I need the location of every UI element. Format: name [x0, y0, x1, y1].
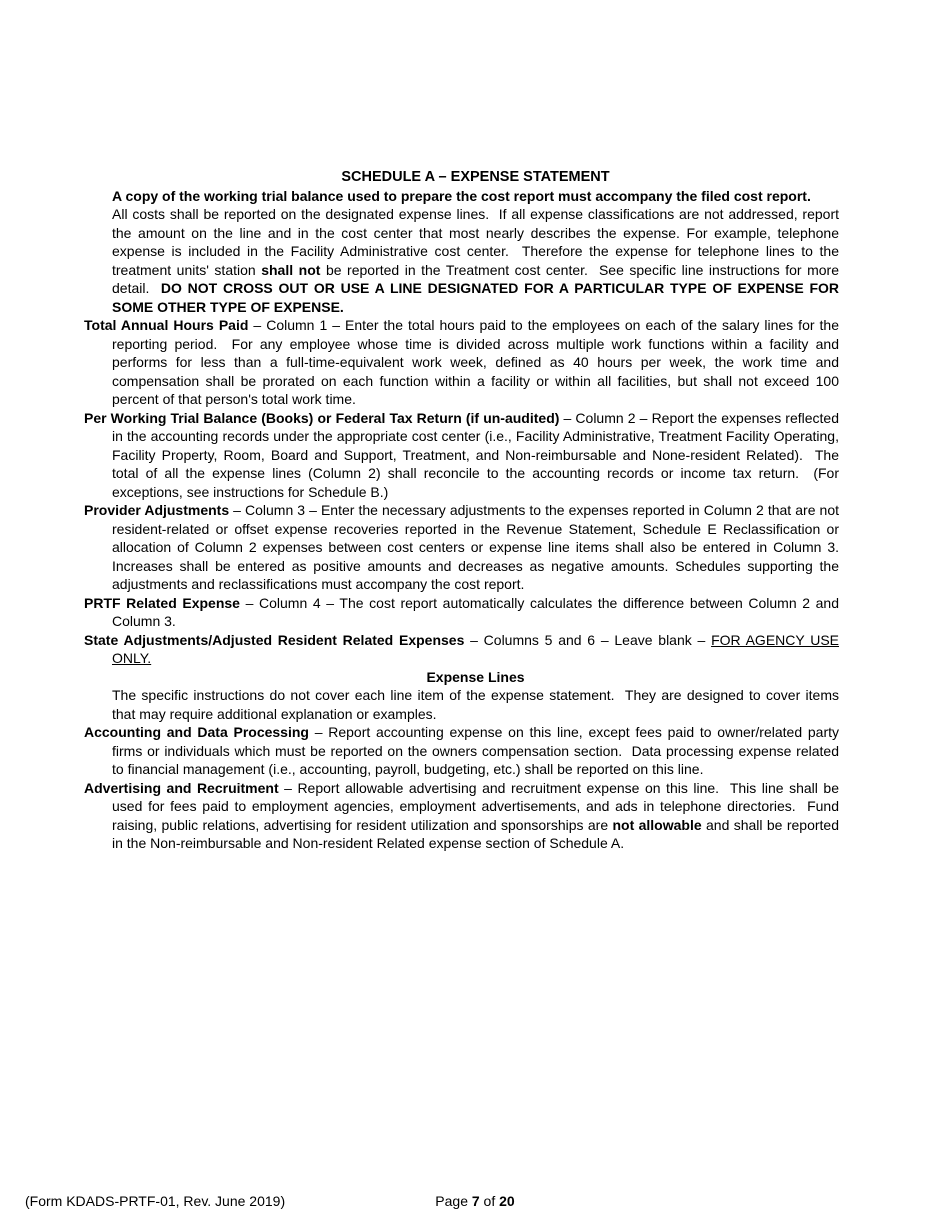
definition-total-annual-hours-paid: Total Annual Hours Paid – Column 1 – Enter the total hours paid to the employees on each of the salary lines for the reporting period. For any employee whose time is divided across multiple work functions within a facility and performs for less than a full-time-equivalent work week, defined as 40 hours per week, the work time and compensation shall be prorated on each function within a facility or within all facilities, but shall not exceed 100 percent of that person's total work time.	[84, 317, 839, 407]
expense-lines-intro-paragraph: The specific instructions do not cover each line item of the expense statement. They are designed to cover items that may require additional explanation or examples.	[112, 687, 839, 722]
definition-prtf-related-expense: PRTF Related Expense – Column 4 – The cost report automatically calculates the difference between Column 2 and Column 3.	[84, 594, 839, 629]
definition-advertising-and-recruitment: Advertising and Recruitment – Report allowable advertising and recruitment expense on this line. This line shall be used for fees paid to employment agencies, employment advertisements, and ads in telephone directories. Fund raising, public relations, advertising for resident utilization and sponsorships are not allowable and shall be reported in the Non-reimbursable and Non-resident Related expense section of Schedule A.	[84, 779, 839, 851]
definition-accounting-and-data-processing: Accounting and Data Processing – Report accounting expense on this line, except fees paid to owner/related party firms or individuals which must be reported on the owners compensation section. Data processing expense related to financial management (i.e., accounting, payroll, budgeting, etc.) shall be reported on this line.	[84, 724, 839, 777]
trial-balance-note: A copy of the working trial balance used to prepare the cost report must accompany the filed cost report.	[112, 187, 811, 204]
definition-per-working-trial-balance: Per Working Trial Balance (Books) or Federal Tax Return (if un-audited) – Column 2 – Report the expenses reflected in the accounting records under the appropriate cost center (i.e., Facility Administrative, Treatment Facility Operating, Facility Property, Room, Board and Support, Treatment, and Non-reimbursable and None-resident Related). The total of all the expense lines (Column 2) shall reconcile to the accounting records or income tax return. (For exceptions, see instructions for Schedule B.)	[84, 409, 839, 500]
document-content	[84, 168, 840, 853]
definition-state-adjustments: State Adjustments/Adjusted Resident Related Expenses – Columns 5 and 6 – Leave blank – FOR AGENCY USE ONLY.	[84, 631, 840, 666]
footer-form-id: (Form KDADS-PRTF-01, Rev. June 2019)	[25, 1193, 286, 1209]
intro-paragraph: All costs shall be reported on the designated expense lines. If all expense classifications are not addressed, report the amount on the line and in the cost center that most nearly describes the expense. For example, telephone expense is included in the Facility Administrative cost center. Therefore the expense for telephone lines to the treatment units' station shall not be reported in the Treatment cost center. See specific line instructions for more detail. DO NOT CROSS OUT OR USE A LINE DESIGNATED FOR A PARTICULAR TYPE OF EXPENSE FOR SOME OTHER TYPE OF EXPENSE.	[112, 206, 840, 315]
footer-page-number: Page 7 of 20	[435, 1193, 515, 1209]
page-title: SCHEDULE A – EXPENSE STATEMENT	[341, 169, 610, 185]
definition-provider-adjustments: Provider Adjustments – Column 3 – Enter the necessary adjustments to the expenses reported in Column 2 that are not resident-related or offset expense recoveries reported in the Revenue Statement, Schedule E Reclassification or allocation of Column 2 expenses between cost centers or expense line items shall also be entered in Column 3. Increases shall be entered as positive amounts and decreases as negative amounts. Schedules supporting the adjustments and reclassifications must accompany the cost report.	[84, 502, 839, 592]
section-heading-expense-lines: Expense Lines	[426, 668, 525, 685]
